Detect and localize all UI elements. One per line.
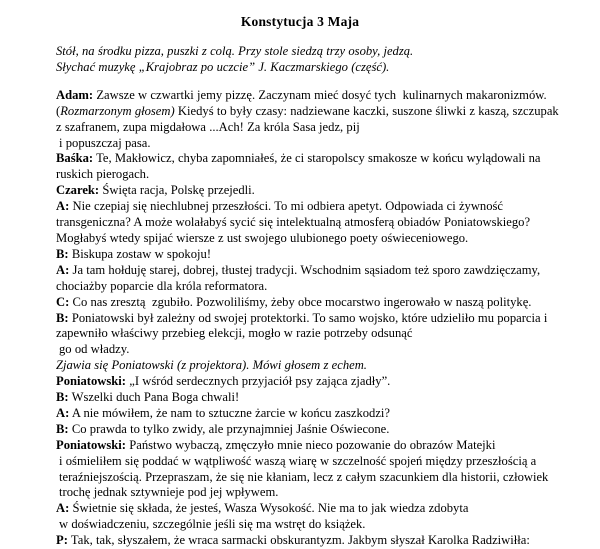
speaker-label-p-last: P: [56,533,68,548]
dialogue-text-poniatowski-2-part2: i ośmieliłem się poddać w wątpliwość waszą wiarę w szczelność spojeń między przeszłością a teraźniejszością. Przepraszam, że się nie kłaniam, lecz z całym szacunkiem dla historii, człowiek trochę jednak sztywnieje pod jej wpływem. [59,453,552,500]
dialogue-line-a-1 [56,199,566,247]
dialogue-text-b-3: Wszelki duch Pana Boga chwali! [68,390,240,405]
dialogue-line-baska [56,151,566,183]
dialogue-text-poniatowski-1: „I wśród serdecznych przyjaciół psy zająca zjadły”. [125,374,391,389]
speaker-label-poniatowski-1: Poniatowski: [56,374,126,389]
dialogue-line-czarek [56,183,566,199]
speaker-label-b-1: B: [56,246,69,261]
dialogue-line-a-2 [56,263,566,295]
dialogue-line-p-last [56,533,566,549]
speaker-label-poniatowski-2: Poniatowski: [56,437,126,452]
page-title: Konstytucja 3 Maja [240,14,360,29]
dialogue-text-b-2-part2: go od władzy. [59,342,130,357]
dialogue-line-b-1 [56,247,566,263]
dialogue-text-czarek: Święta racja, Polskę przejedli. [99,183,255,198]
speaker-label-c-1: C: [56,294,70,309]
speaker-label-adam: Adam: [56,87,94,102]
dialogue-line-b-3 [56,390,566,406]
dialogue-text-b-2-part1: Poniatowski był zależny od swojej protektorki. To samo wojsko, które udzieliło mu poparcia i zapewniło właściwy przebieg elekcji, mogło w razie potrzeby odsunąć [56,310,551,341]
speaker-label-baska: Baśka: [56,151,94,166]
dialogue-text-poniatowski-2-part1: Państwo wybaczą, zmęczyło mnie nieco pozowanie do obrazów Matejki [125,437,496,452]
dialogue-line-poniatowski-1 [56,374,566,390]
speaker-label-a-1: A: [56,199,70,214]
dialogue-text-a-2: Ja tam hołduję starej, dobrej, tłustej tradycji. Wschodnim sąsiadom też sporo zawdzięczamy, chociażby poparcie dla króla reformatora. [56,262,544,293]
document-body [0,44,600,549]
dialogue-text-a-4-part2: w doświadczeniu, szczególnie jeśli się ma wstręt do książek. [59,517,366,532]
dialogue-line-b-2 [56,311,566,343]
speaker-label-b-2: B: [56,310,69,325]
speaker-label-a-3: A: [56,405,70,420]
dialogue-text-a-1: Nie czepiaj się niechlubnej przeszłości. To mi odbiera apetyt. Odpowiada ci żywność transgeniczna? A może wolałabyś sycić się intelektualną atmosferą obiadów Poniatowskiego? Mogłabyś wtedy spijać wiersze z ust swojego ulubionego poety oświeceniowego. [56,199,534,245]
dialogue-text-a-4-part1: Świetnie się składa, że jesteś, Wasza Wysokość. Nie ma to jak wiedza zdobyta [69,501,469,516]
dialogue-text-adam-part2: Kiedyś to były czasy: nadziewane kaczki, suszone śliwki z kaszą, szczupak z szafranem, zupa migdałowa ...Ach! Za króla Sasa jedz, pij [56,103,562,134]
stage-direction-inline-adam: Rozmarzonym głosem) [60,103,175,118]
dialogue-line-a-4 [56,501,566,517]
speaker-label-czarek: Czarek: [56,183,100,198]
dialogue-text-a-3: A nie mówiłem, że nam to sztuczne żarcie w końcu zaszkodzi? [69,405,391,420]
dialogue-text-b-1: Biskupa zostaw w spokoju! [68,246,212,261]
dialogue-line-b-4 [56,422,566,438]
speaker-label-b-3: B: [56,390,69,405]
dialogue-text-c-1: Co nas zresztą zgubiło. Pozwoliliśmy, żeby obce mocarstwo ingerowało w naszą politykę. [69,294,532,309]
dialogue-text-baska: Te, Makłowicz, chyba zapomniałeś, że ci staropolscy smakosze w końcu wylądowali na ruskich pierogach. [56,151,544,182]
speaker-label-a-2: A: [56,262,70,277]
stage-direction-opening-line-2: Słychać muzykę „Krajobraz po uczcie” J. Kaczmarskiego (część). [56,59,390,74]
stage-direction-poniatowski: Zjawia się Poniatowski (z projektora). Mówi głosem z echem. [56,358,367,373]
dialogue-line-c-1 [56,295,566,311]
speaker-label-a-4: A: [56,501,70,516]
dialogue-text-b-4: Co prawda to tylko zwidy, ale przynajmniej Jaśnie Oświecone. [68,421,390,436]
dialogue-text-p-last: Tak, tak, słyszałem, że wraca sarmacki obskurantyzm. Jakbym słyszał Karolka Radziwiłła: [67,533,530,548]
dialogue-text-adam-part3: i popuszczaj pasa. [59,135,151,150]
stage-direction-opening-line-1: Stół, na środku pizza, puszki z colą. Przy stole siedzą trzy osoby, jedzą. [56,44,414,58]
speaker-label-b-4: B: [56,421,69,436]
document-page [0,14,600,548]
paragraph-spacer [56,76,566,88]
dialogue-line-poniatowski-2 [56,438,566,454]
dialogue-line-adam [56,88,566,136]
dialogue-text-adam-part1: Zawsze w czwartki jemy pizzę. Zaczynam mieć dosyć tych kulinarnych makaronizmów. ( [56,87,550,118]
dialogue-line-a-3 [56,406,566,422]
